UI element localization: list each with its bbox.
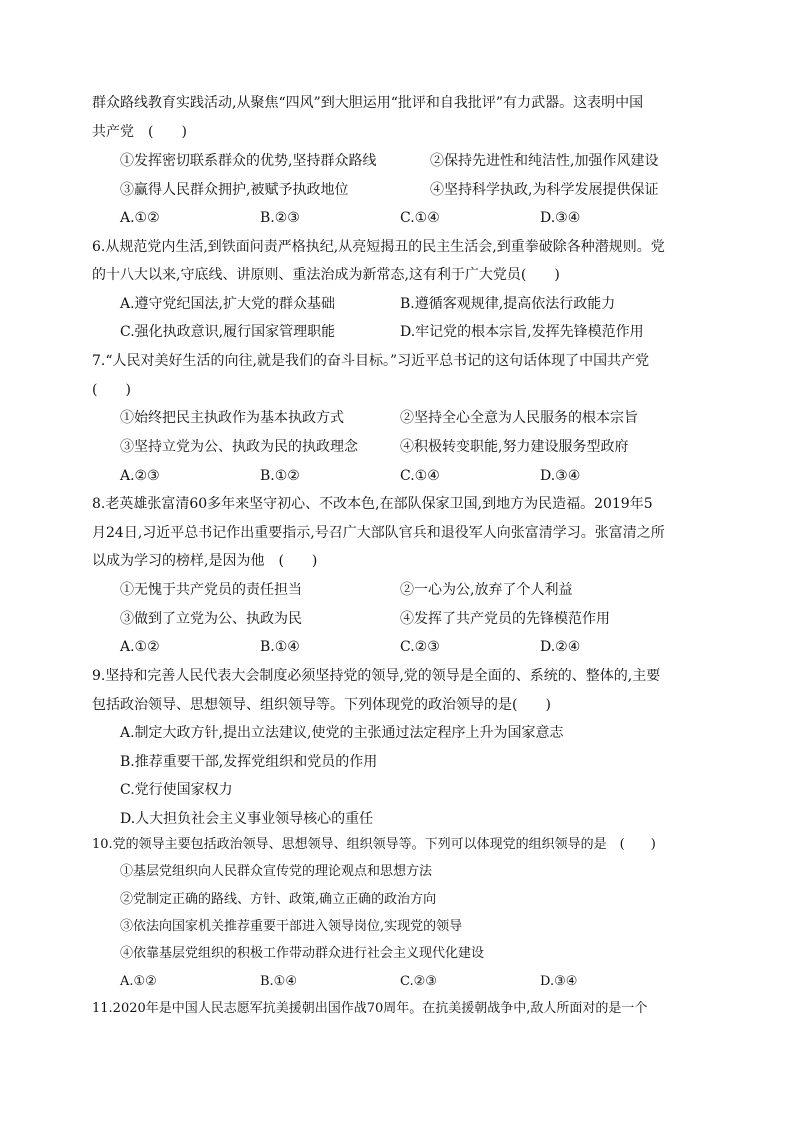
q8-option-a: A.①② (120, 639, 160, 655)
q7-option-b: B.①② (260, 468, 300, 484)
q5-option-b: B.②③ (260, 210, 300, 226)
q5-statement-4: ④坚持科学执政,为科学发展提供保证 (430, 182, 659, 198)
q9-option-d: D.人大担负社会主义事业领导核心的重任 (120, 811, 374, 827)
q10-stem-line1: 10.党的领导主要包括政治领导、思想领导、组织领导等。下列可以体现党的组织领导的是 ( ) (92, 837, 656, 852)
q6-stem-line2: 的十八大以来,守底线、讲原则、重法治成为新常态,这有利于广大党员( ) (92, 267, 560, 283)
q5-option-d: D.③④ (540, 210, 581, 226)
q8-option-c: C.②③ (400, 639, 440, 655)
q10-option-d: D.③④ (540, 974, 578, 989)
q11-stem-line1: 11.2020年是中国人民志愿军抗美援朝出国作战70周年。在抗美援朝战争中,敌人所面对的是一个 (92, 1001, 648, 1016)
q5-option-a: A.①② (120, 210, 160, 226)
q5-stem-line2: 共产党 ( ) (92, 124, 187, 140)
q8-stem-line3: 以成为学习的榜样,是因为他 ( ) (92, 553, 318, 569)
q8-stem-line1: 8.老英雄张富清60多年来坚守初心、不改本色,在部队保家卫国,到地方为民造福。2019年5 (92, 496, 653, 512)
q7-statement-3: ③坚持立党为公、执政为民的执政理念 (120, 439, 358, 455)
q6-stem-line1: 6.从规范党内生活,到铁面问责严格执纪,从亮短揭丑的民主生活会,到重拳破除各种潜规则。党 (92, 239, 665, 255)
q8-statement-1: ①无愧于共产党员的责任担当 (120, 582, 302, 598)
q10-option-b: B.①④ (260, 974, 297, 989)
q10-option-a: A.①② (120, 974, 157, 989)
q10-statement-3: ③依法向国家机关推荐重要干部进入领导岗位,实现党的领导 (120, 919, 463, 934)
q7-stem-line2: ( ) (92, 382, 131, 398)
q6-option-b: B.遵循客观规律,提高依法行政能力 (400, 296, 616, 312)
q5-statement-2: ②保持先进性和纯洁性,加强作风建设 (430, 153, 659, 169)
q9-option-b: B.推荐重要干部,发挥党组织和党员的作用 (120, 754, 378, 770)
q5-statement-1: ①发挥密切联系群众的优势,坚持群众路线 (120, 153, 377, 169)
q10-statement-4: ④依靠基层党组织的积极工作带动群众进行社会主义现代化建设 (120, 946, 485, 961)
q5-statement-3: ③赢得人民群众拥护,被赋予执政地位 (120, 182, 349, 198)
q7-option-c: C.①④ (400, 468, 440, 484)
q10-statement-2: ②党制定正确的路线、方针、政策,确立正确的政治方向 (120, 892, 437, 907)
q9-stem-line2: 包括政治领导、思想领导、组织领导等。下列体现党的政治领导的是( ) (92, 697, 551, 713)
q6-option-c: C.强化执政意识,履行国家管理职能 (120, 324, 336, 340)
q7-statement-4: ④积极转变职能,努力建设服务型政府 (400, 439, 629, 455)
q6-option-d: D.牢记党的根本宗旨,发挥先锋模范作用 (400, 324, 644, 340)
q9-option-a: A.制定大政方针,提出立法建议,使党的主张通过法定程序上升为国家意志 (120, 725, 564, 741)
q8-statement-2: ②一心为公,放弃了个人利益 (400, 582, 573, 598)
q7-option-d: D.③④ (540, 468, 581, 484)
q8-option-b: B.①④ (260, 639, 300, 655)
q9-option-c: C.党行使国家权力 (120, 782, 233, 798)
q10-option-c: C.②③ (400, 974, 437, 989)
q5-stem-line1: 群众路线教育实践活动,从聚焦“四风”到大胆运用“批评和自我批评”有力武器。这表明中国 (92, 95, 644, 111)
q8-option-d: D.②④ (540, 639, 581, 655)
q8-statement-4: ④发挥了共产党员的先锋模范作用 (400, 611, 610, 627)
q5-option-c: C.①④ (400, 210, 440, 226)
q8-stem-line2: 月24日,习近平总书记作出重要指示,号召广大部队官兵和退役军人向张富清学习。张富清之所 (92, 525, 665, 541)
q7-statement-1: ①始终把民主执政作为基本执政方式 (120, 410, 344, 426)
q7-option-a: A.②③ (120, 468, 160, 484)
q7-statement-2: ②坚持全心全意为人民服务的根本宗旨 (400, 410, 638, 426)
q8-statement-3: ③做到了立党为公、执政为民 (120, 611, 302, 627)
q10-statement-1: ①基层党组织向人民群众宣传党的理论观点和思想方法 (120, 864, 433, 879)
q9-stem-line1: 9.坚持和完善人民代表大会制度必须坚持党的领导,党的领导是全面的、系统的、整体的,主要 (92, 668, 661, 684)
q7-stem-line1: 7.“人民对美好生活的向往,就是我们的奋斗目标。”习近平总书记的这句话体现了中国共产党 (92, 353, 650, 369)
q6-option-a: A.遵守党纪国法,扩大党的群众基础 (120, 296, 336, 312)
